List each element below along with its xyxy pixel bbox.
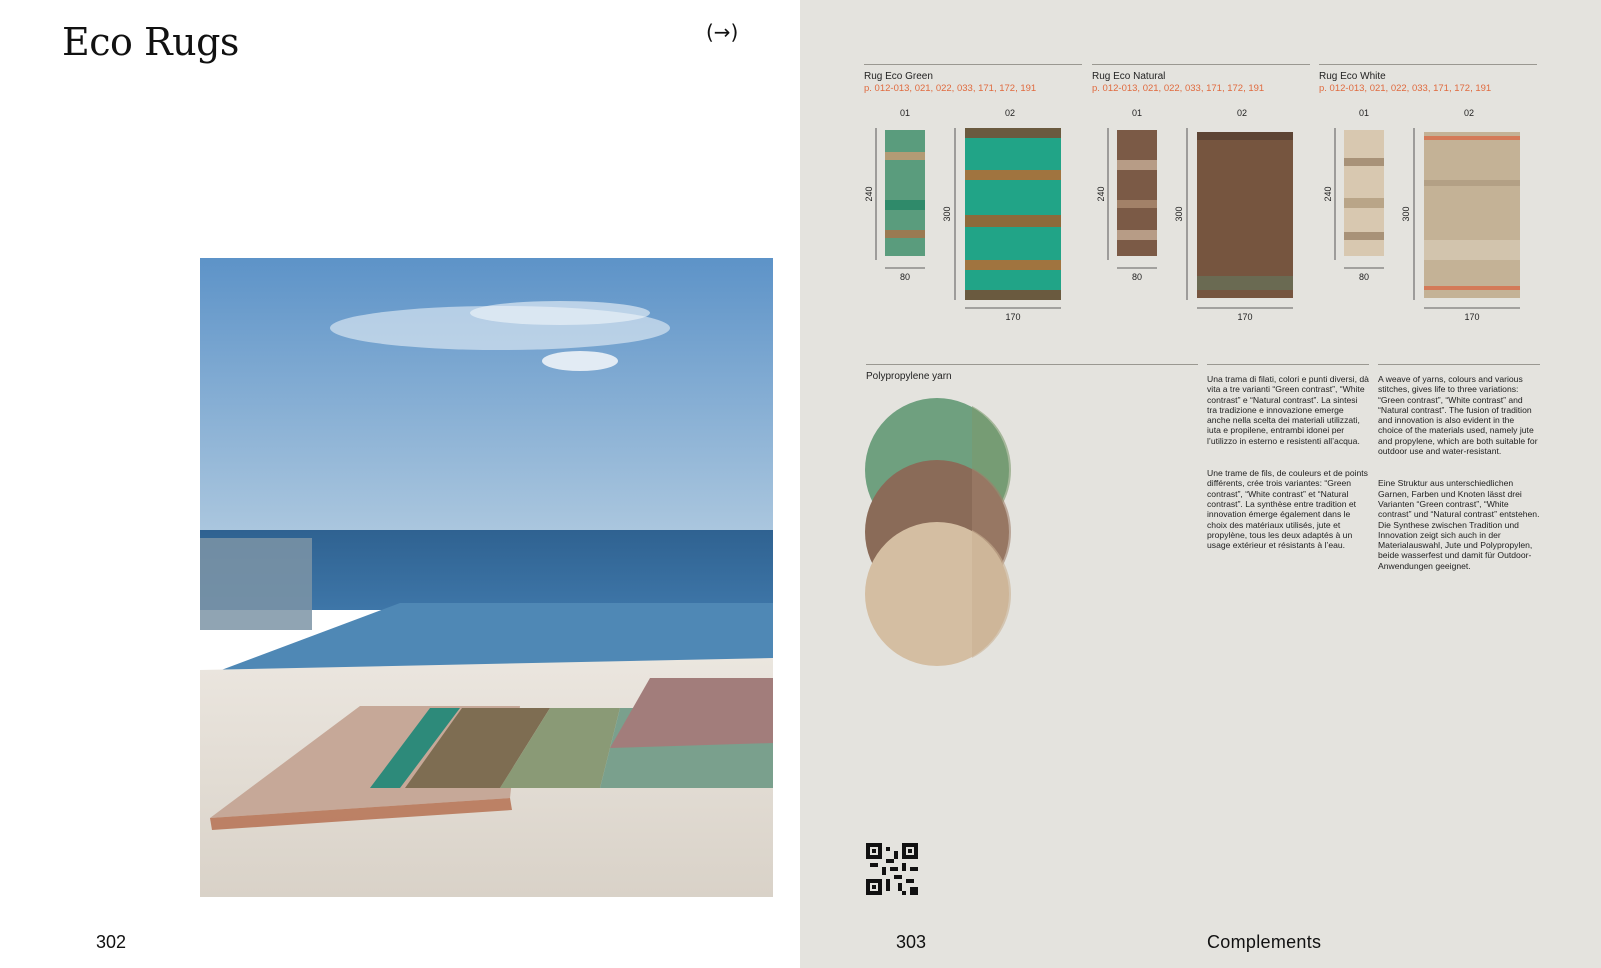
rug-swatch-02 — [965, 128, 1061, 300]
description-english: A weave of yarns, colours and various stitches, gives life to three variations: “Green contrast”, “White contrast” and “Natural contrast”. The fusion of tradition and innovation is also evident in the choice of the materials used, namely jute and propylene, which are both suitable for outdoor use and water-resistant. — [1378, 374, 1538, 457]
variant-label-02: 02 — [1463, 108, 1475, 118]
description-german: Eine Struktur aus unterschiedlichen Garnen, Farben und Knoten lässt drei Varianten “Green contrast”, “White contrast” und “Natural contrast” entstehen. Die Synthese zwischen Tradition und Innovation zeigt sich auch in der Materialauswahl, Jute und Polypropylen, beide wasserfest und damit für Outdoor-Anwendungen geeignet. — [1378, 478, 1540, 571]
description-column-it-fr — [1207, 364, 1369, 550]
section-label: Complements — [1207, 932, 1322, 952]
product-page-refs: p. 012-013, 021, 022, 033, 171, 172, 191 — [1092, 83, 1265, 94]
rug-diagram-eco-white — [1319, 100, 1539, 330]
product-header-eco-white — [1319, 64, 1537, 95]
height-label-02: 300 — [1401, 206, 1411, 222]
width-label-01: 80 — [899, 272, 911, 282]
left-page — [0, 0, 800, 968]
height-label-01: 240 — [864, 186, 874, 202]
variant-label-01: 01 — [1358, 108, 1370, 118]
description-column-en-de — [1378, 364, 1540, 571]
height-label-01: 240 — [1096, 186, 1106, 202]
product-name: Rug Eco Natural — [1092, 71, 1166, 82]
width-label-01: 80 — [1358, 272, 1370, 282]
rug-swatch-02 — [1197, 132, 1293, 298]
qr-code-icon[interactable] — [866, 843, 918, 895]
rug-diagram-eco-natural — [1092, 100, 1312, 330]
page-number-left: 302 — [96, 932, 127, 952]
page-title: Eco Rugs — [62, 20, 239, 64]
product-name: Rug Eco Green — [864, 71, 933, 82]
variant-label-01: 01 — [1131, 108, 1143, 118]
variant-label-02: 02 — [1236, 108, 1248, 118]
variant-label-02: 02 — [1004, 108, 1016, 118]
height-label-02: 300 — [942, 206, 952, 222]
arrow-right-icon[interactable]: (→) — [706, 20, 739, 44]
width-label-01: 80 — [1131, 272, 1143, 282]
product-header-eco-natural — [1092, 64, 1310, 95]
height-label-02: 300 — [1174, 206, 1184, 222]
height-label-01: 240 — [1323, 186, 1333, 202]
yarn-section-label: Polypropylene yarn — [866, 364, 1198, 382]
variant-label-01: 01 — [899, 108, 911, 118]
description-french: Une trame de fils, de couleurs et de points différents, crée trois variantes: “Green contrast”, “White contrast” et “Natural contrast”. La synthèse entre tradition et innovation émerge également dans le choix des matériaux utilisés, jute et propylène, tous les deux adaptés à un usage extérieur et résistants à l’eau. — [1207, 468, 1368, 551]
page-number-right: 303 — [896, 932, 927, 952]
product-header-eco-green — [864, 64, 1082, 95]
product-name: Rug Eco White — [1319, 71, 1386, 82]
yarn-swatches — [862, 396, 1022, 676]
width-label-02: 170 — [1005, 312, 1021, 322]
rug-diagram-eco-green — [860, 100, 1080, 330]
right-page — [800, 0, 1601, 968]
product-page-refs: p. 012-013, 021, 022, 033, 171, 172, 191 — [864, 83, 1037, 94]
width-label-02: 170 — [1237, 312, 1253, 322]
rug-swatch-02 — [1424, 132, 1520, 298]
description-italian: Una trama di filati, colori e punti diversi, dà vita a tre varianti “Green contrast”, “White contrast” e “Natural contrast”. La sintesi tra tradizione e innovazione emerge anche nella scelta dei materiali utilizzati, iuta e propilene, entrambi idonei per l’utilizzo in esterno e resistenti all’acqua. — [1207, 374, 1369, 446]
rugs-terrace-photo — [200, 258, 773, 897]
product-page-refs: p. 012-013, 021, 022, 033, 171, 172, 191 — [1319, 83, 1492, 94]
width-label-02: 170 — [1464, 312, 1480, 322]
